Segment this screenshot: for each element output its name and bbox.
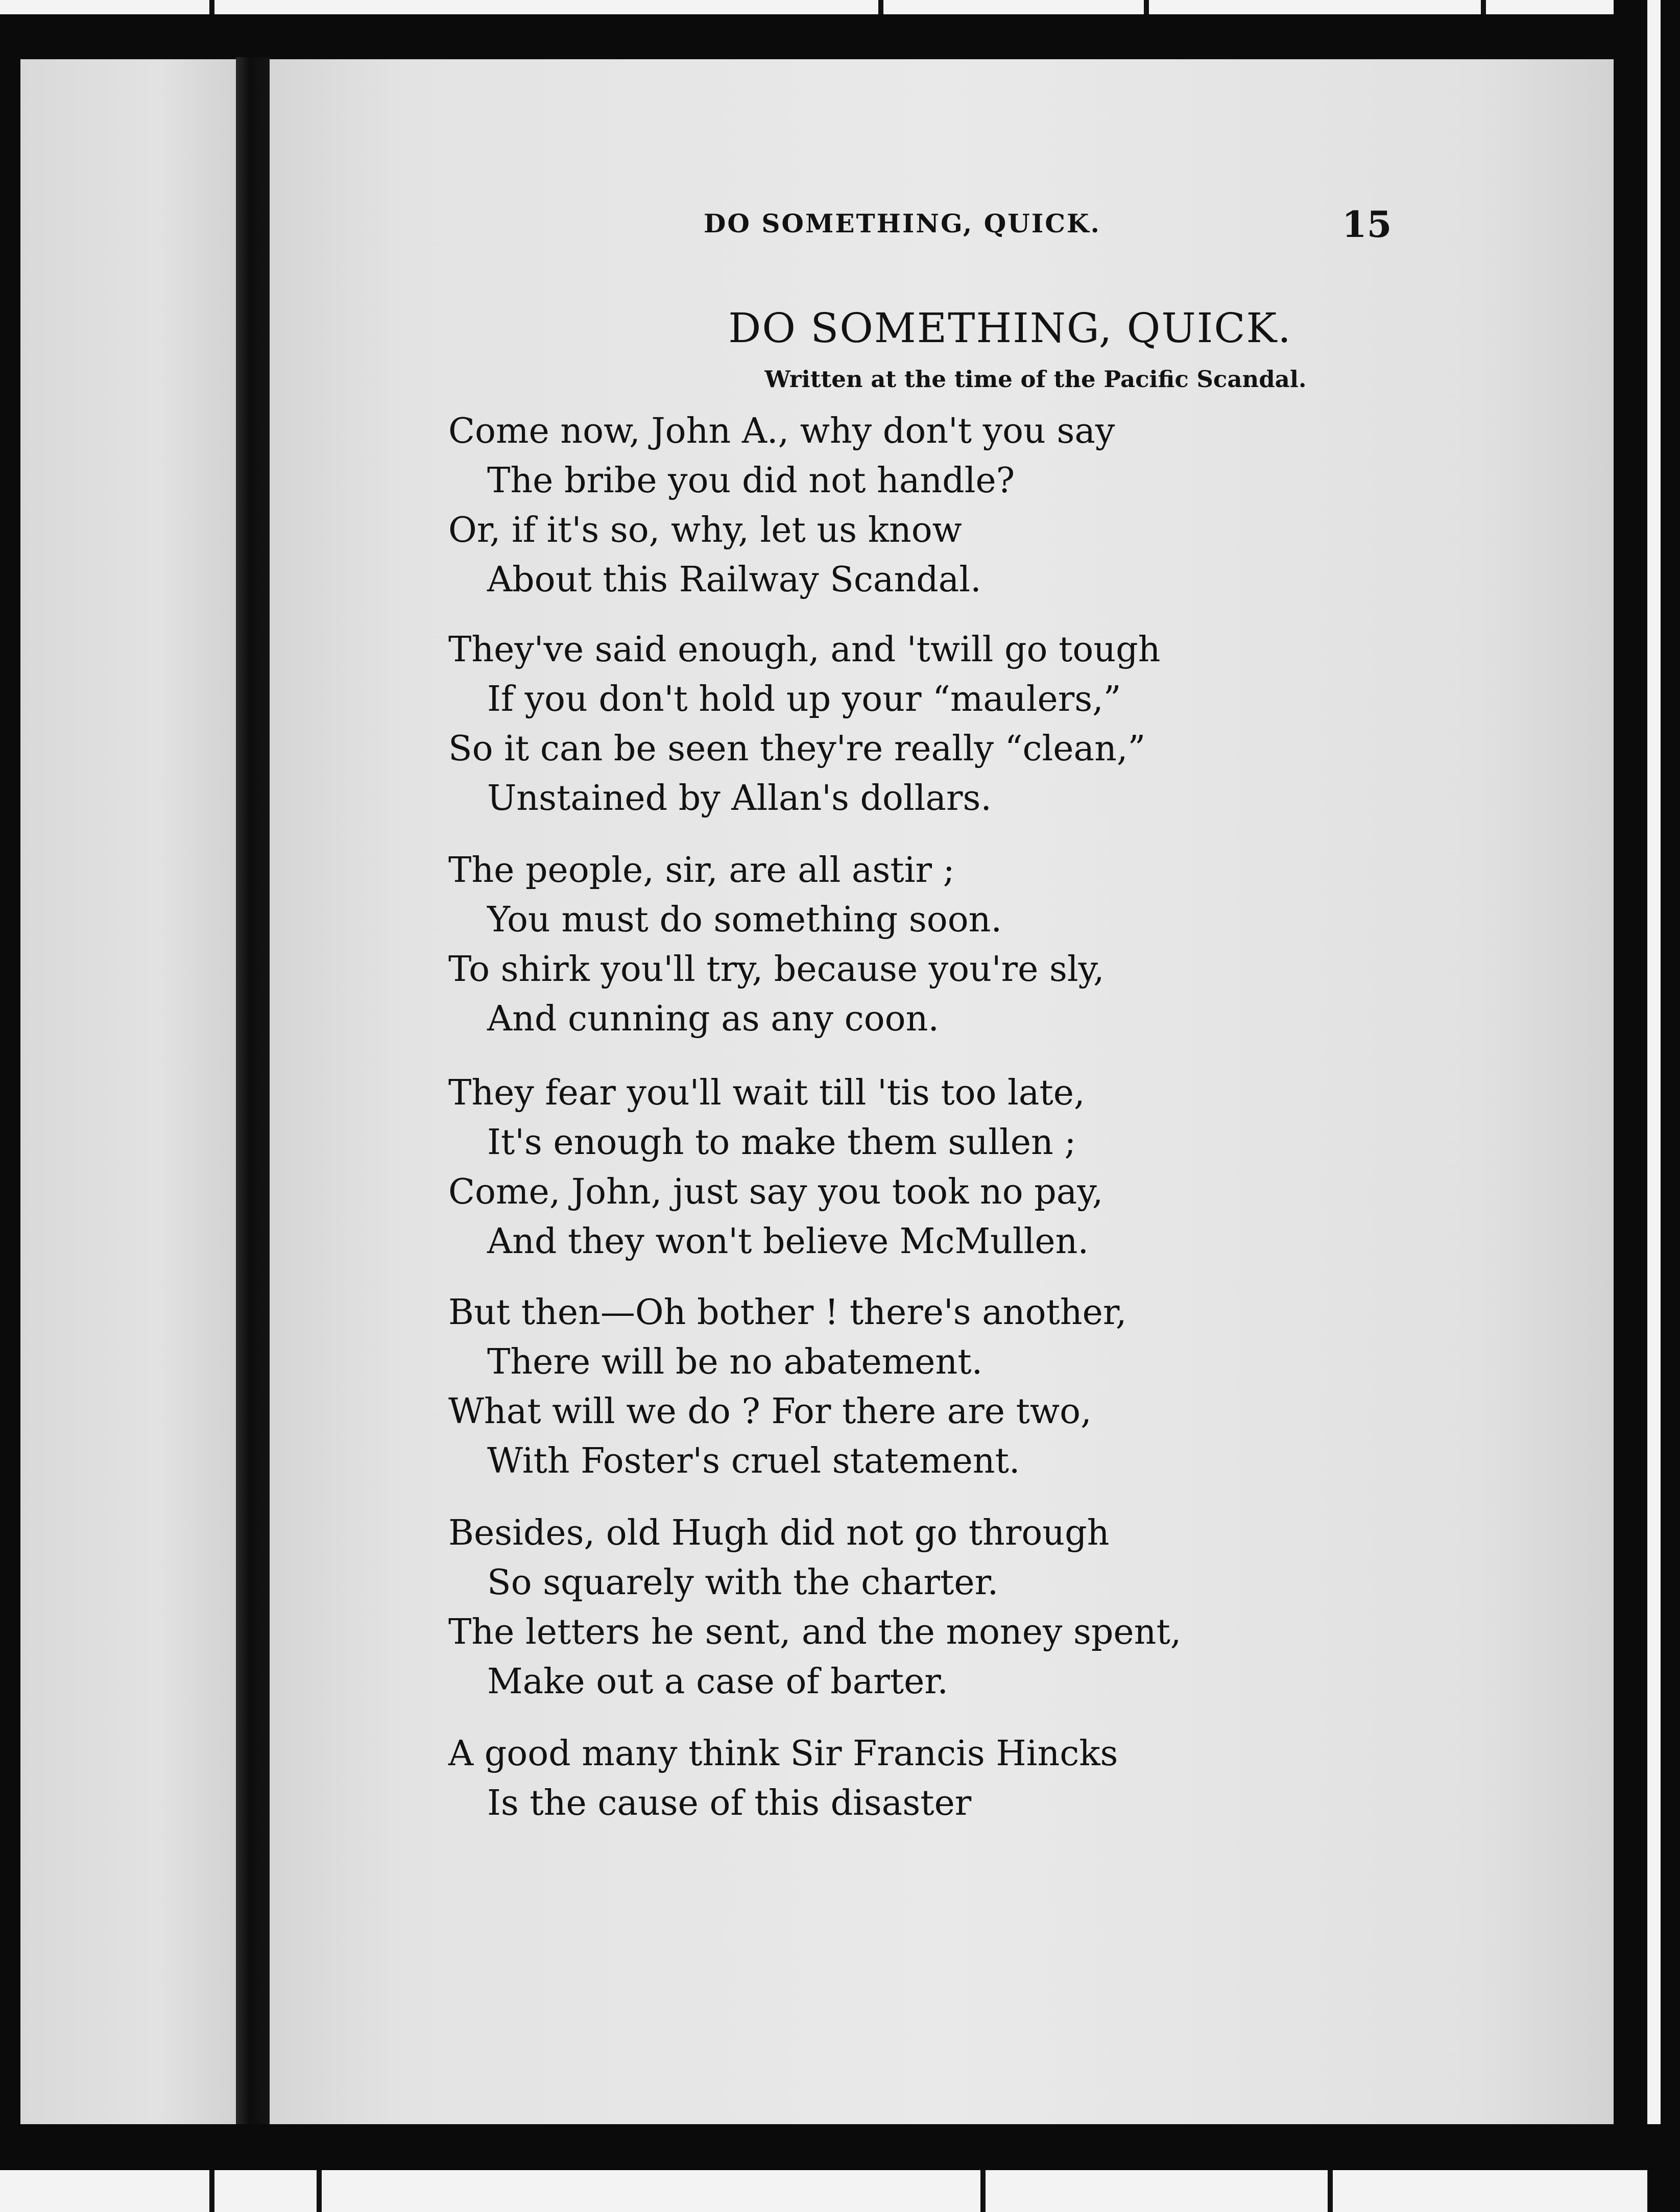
poem-line: If you don't hold up your “maulers,” [487,679,1121,719]
poem-line: Come, John, just say you took no pay, [448,1172,1103,1212]
poem-line: And cunning as any coon. [487,999,939,1039]
poem-line: The letters he sent, and the money spent, [448,1612,1182,1652]
book-gutter-shadow [236,57,270,2126]
film-edge-mark [209,0,214,14]
poem-line: Is the cause of this disaster [487,1783,972,1823]
stanza [448,1068,1521,1266]
microfilm-edge-strip-top [0,0,1680,14]
film-edge-mark [1328,2170,1333,2212]
poem-subtitle: Written at the time of the Pacific Scandal. [764,366,1307,393]
poem-line: It's enough to make them sullen ; [487,1122,1076,1163]
poem-line: Make out a case of barter. [487,1662,948,1702]
stanza [448,1508,1521,1706]
poem-line: You must do something soon. [487,900,1002,940]
poem-line: Come now, John A., why don't you say [448,411,1115,451]
poem-line: Unstained by Allan's dollars. [487,778,992,819]
microfilm-frame-right [1614,0,1680,2212]
poem-title: DO SOMETHING, QUICK. [728,304,1292,352]
poem-line: They fear you'll wait till 'tis too late, [448,1073,1085,1113]
poem-line: What will we do ? For there are two, [448,1391,1092,1432]
poem-line: So squarely with the charter. [487,1562,999,1603]
film-edge-mark [317,2170,322,2212]
film-edge-mark [1481,0,1486,14]
microfilm-edge-strip-bottom [0,2170,1647,2212]
poem-line: The people, sir, are all astir ; [448,850,955,891]
poem-line: And they won't believe McMullen. [487,1221,1089,1262]
stanza [448,846,1521,1044]
poem-line: To shirk you'll try, because you're sly, [448,949,1105,990]
poem-line: They've said enough, and 'twill go tough [448,630,1161,670]
poem-line: With Foster's cruel statement. [487,1441,1020,1481]
page-number: 15 [1342,203,1392,246]
stanza [448,1288,1521,1486]
stanza [448,406,1521,605]
book-page [270,59,1614,2124]
film-edge-mark [878,0,883,14]
film-edge-mark [980,2170,986,2212]
microfilm-frame-left [0,59,20,2143]
poem-line: Or, if it's so, why, let us know [448,510,962,550]
film-edge-mark [1144,0,1149,14]
poem-line: But then—Oh bother ! there's another, [448,1292,1127,1333]
microfilm-edge-strip-right [1647,0,1661,2212]
poem-line: Besides, old Hugh did not go through [448,1513,1110,1553]
poem-line: About this Railway Scandal. [487,560,981,600]
facing-page-fragment [20,59,250,2124]
poem-line: There will be no abatement. [487,1342,983,1382]
running-head: DO SOMETHING, QUICK. [704,208,1101,238]
poem-line: The bribe you did not handle? [487,461,1015,501]
poem-line: A good many think Sir Francis Hincks [448,1734,1118,1774]
stanza [448,1729,1521,1828]
stanza [448,625,1521,823]
poem-line: So it can be seen they're really “clean,” [448,729,1146,769]
film-edge-mark [209,2170,214,2212]
